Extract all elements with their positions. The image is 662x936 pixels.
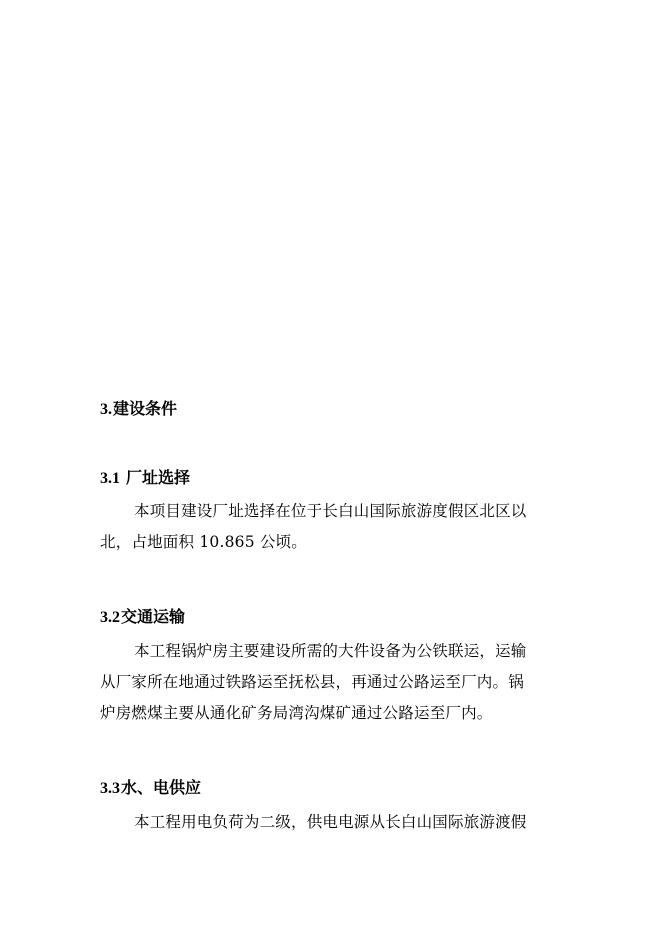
paragraph-line: 炉房燃煤主要从通化矿务局湾沟煤矿通过公路运至厂内。 <box>100 704 493 722</box>
section-3-3-paragraph <box>100 807 562 838</box>
section-number: 3.3 <box>100 780 120 797</box>
section-number: 3.2 <box>100 609 120 626</box>
section-title: 交通运输 <box>121 607 186 626</box>
paragraph-line: 从厂家所在地通过铁路运至抚松县，再通过公路运至厂内。锅 <box>100 673 524 691</box>
section-3-heading <box>100 399 177 420</box>
paragraph-line: 本项目建设厂址选择在位于长白山国际旅游度假区北区以 <box>134 502 527 520</box>
paragraph-line: 本工程锅炉房主要建设所需的大件设备为公铁联运，运输 <box>134 642 527 660</box>
section-number: 3.1 <box>100 470 120 487</box>
section-number: 3. <box>100 401 112 418</box>
section-3-2-paragraph <box>100 636 562 729</box>
section-3-2-heading <box>100 607 185 628</box>
paragraph-line: 本工程用电负荷为二级，供电电源从长白山国际旅游渡假 <box>134 813 527 831</box>
section-3-3-heading <box>100 778 201 799</box>
section-3-1-paragraph <box>100 496 562 558</box>
section-title: 建设条件 <box>113 399 178 418</box>
paragraph-line: 北，占地面积 10.865 公顷。 <box>100 533 307 551</box>
section-title: 厂址选择 <box>126 468 191 487</box>
section-3-1-heading <box>100 468 190 489</box>
section-title: 水、电供应 <box>121 778 202 797</box>
